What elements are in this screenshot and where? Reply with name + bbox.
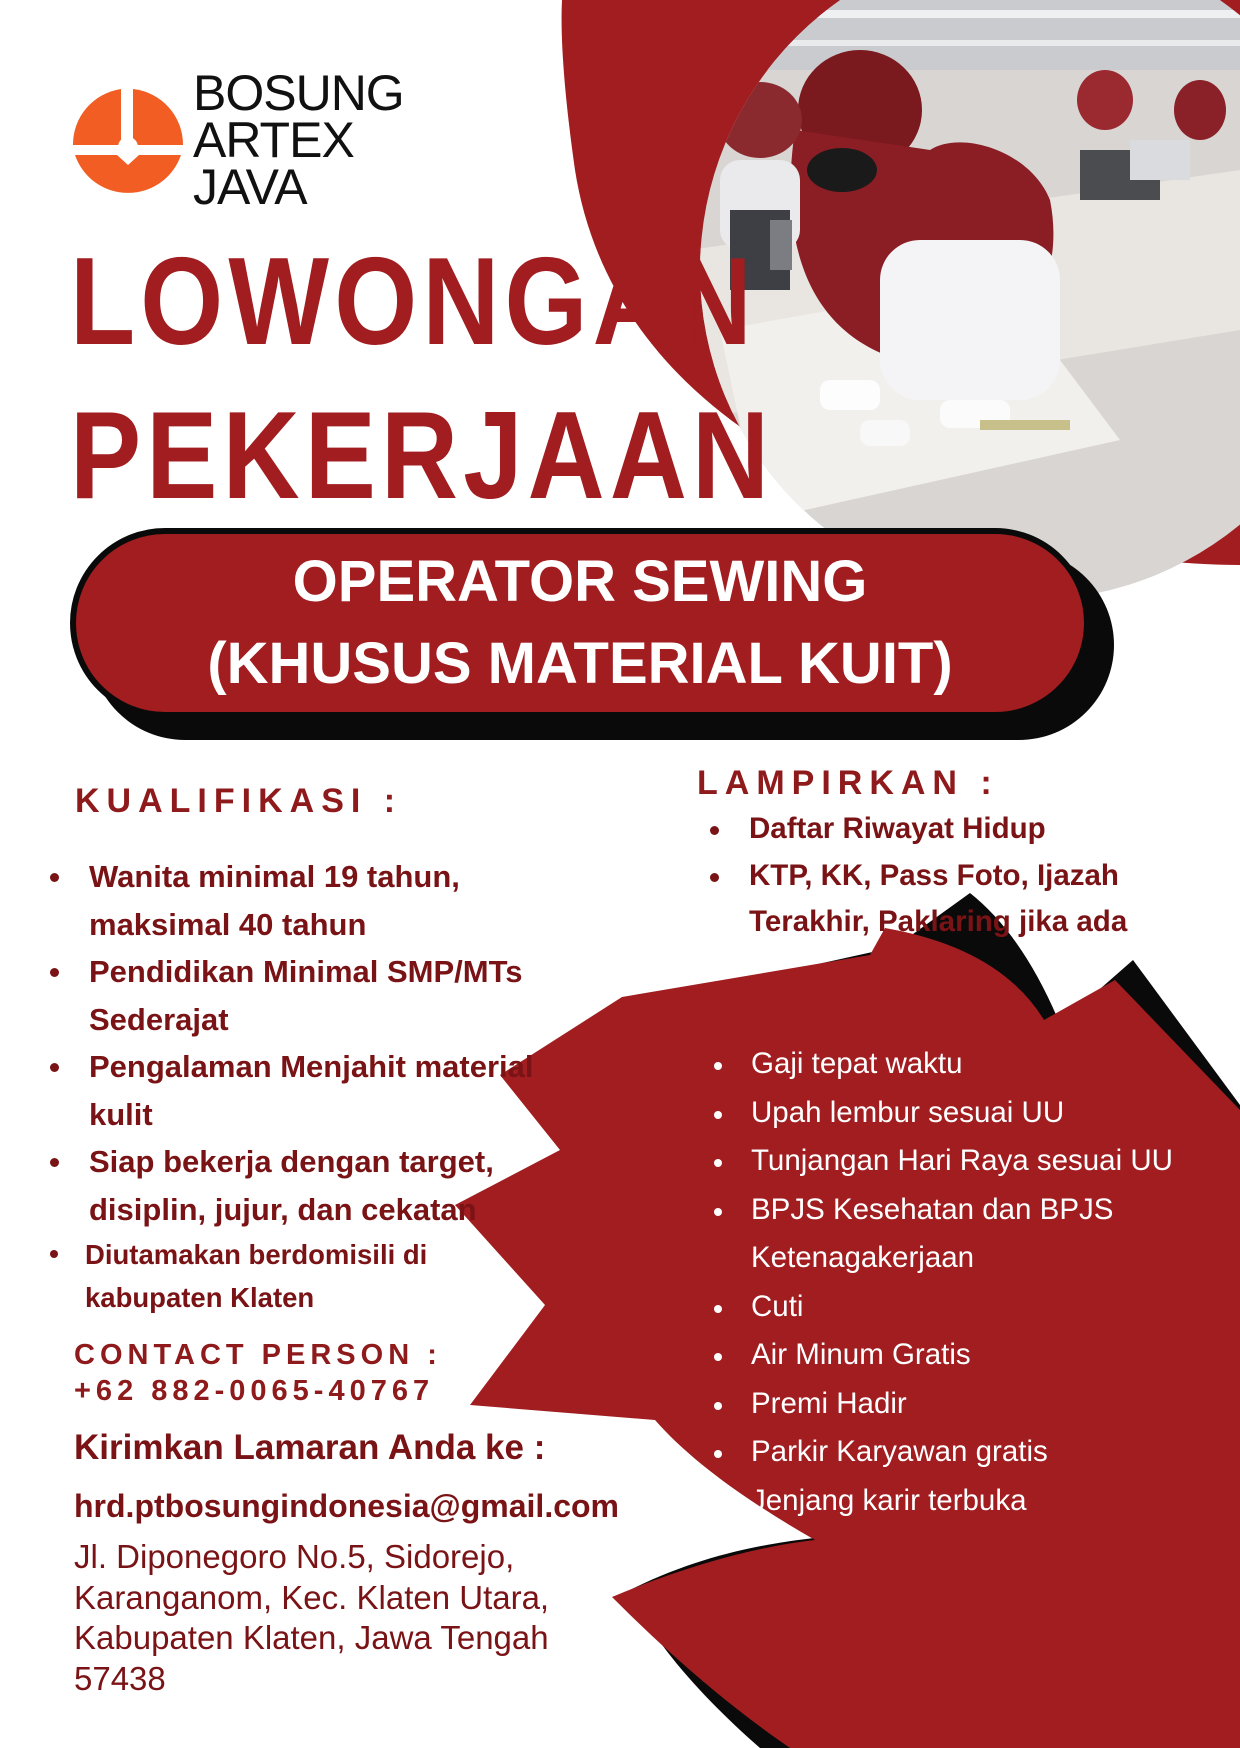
bosung-logo-icon <box>67 85 189 207</box>
address-line: Karanganom, Kec. Klaten Utara, <box>74 1578 550 1616</box>
contact-person-label: CONTACT PERSON : <box>74 1339 442 1371</box>
attachments-heading: LAMPIRKAN : <box>697 764 999 802</box>
position-subtitle: (KHUSUS MATERIAL KUIT) <box>207 631 953 696</box>
list-item: Diutamakan berdomisili di kabupaten Klaten <box>48 1233 533 1319</box>
brand-line-3: JAVA <box>193 159 307 215</box>
list-item: Upah lembur sesuai UU <box>710 1089 1173 1138</box>
headline-pekerjaan: PEKERJAAN <box>70 387 775 525</box>
list-item: Tunjangan Hari Raya sesuai UU <box>710 1137 1173 1186</box>
contact-phone[interactable]: +62 882-0065-40767 <box>74 1375 435 1407</box>
position-title: OPERATOR SEWING <box>292 549 868 614</box>
list-item: BPJS Kesehatan dan BPJS Ketenagakerjaan <box>710 1186 1173 1283</box>
list-item: Siap bekerja dengan target, disiplin, jujur, dan cekatan <box>48 1138 533 1233</box>
qualifications-heading: KUALIFIKASI : <box>75 782 403 820</box>
list-item: Air Minum Gratis <box>710 1331 1173 1380</box>
list-item: Wanita minimal 19 tahun, maksimal 40 tahun <box>48 853 533 948</box>
address-line: Kabupaten Klaten, Jawa Tengah <box>74 1619 549 1656</box>
list-item: Pengalaman Menjahit material kulit <box>48 1043 533 1138</box>
list-item: Premi Hadir <box>710 1380 1173 1429</box>
headline-lowongan: LOWONGAN <box>70 233 757 371</box>
address-line: 57438 <box>74 1659 166 1697</box>
email-link[interactable]: hrd.ptbosungindonesia@gmail.com <box>74 1488 619 1524</box>
address <box>74 1537 634 1699</box>
send-application-label: Kirimkan Lamaran Anda ke : <box>74 1428 546 1467</box>
benefits-list <box>710 1040 1173 1525</box>
qualifications-list <box>48 853 533 1319</box>
list-item: Daftar Riwayat Hidup <box>708 806 1127 853</box>
brand-name <box>193 65 404 215</box>
brand-line-1: BOSUNG <box>193 65 404 121</box>
list-item: Pendidikan Minimal SMP/MTs Sederajat <box>48 948 533 1043</box>
list-item: Gaji tepat waktu <box>710 1040 1173 1089</box>
list-item: Parkir Karyawan gratis <box>710 1428 1173 1477</box>
brand-line-2: ARTEX <box>193 112 354 168</box>
attachments-list <box>708 806 1127 946</box>
address-line: Jl. Diponegoro No.5, Sidorejo, <box>74 1538 515 1575</box>
list-item: Cuti <box>710 1283 1173 1332</box>
list-item: KTP, KK, Pass Foto, Ijazah Terakhir, Paklaring jika ada <box>708 853 1127 946</box>
list-item: Jenjang karir terbuka <box>710 1477 1173 1526</box>
